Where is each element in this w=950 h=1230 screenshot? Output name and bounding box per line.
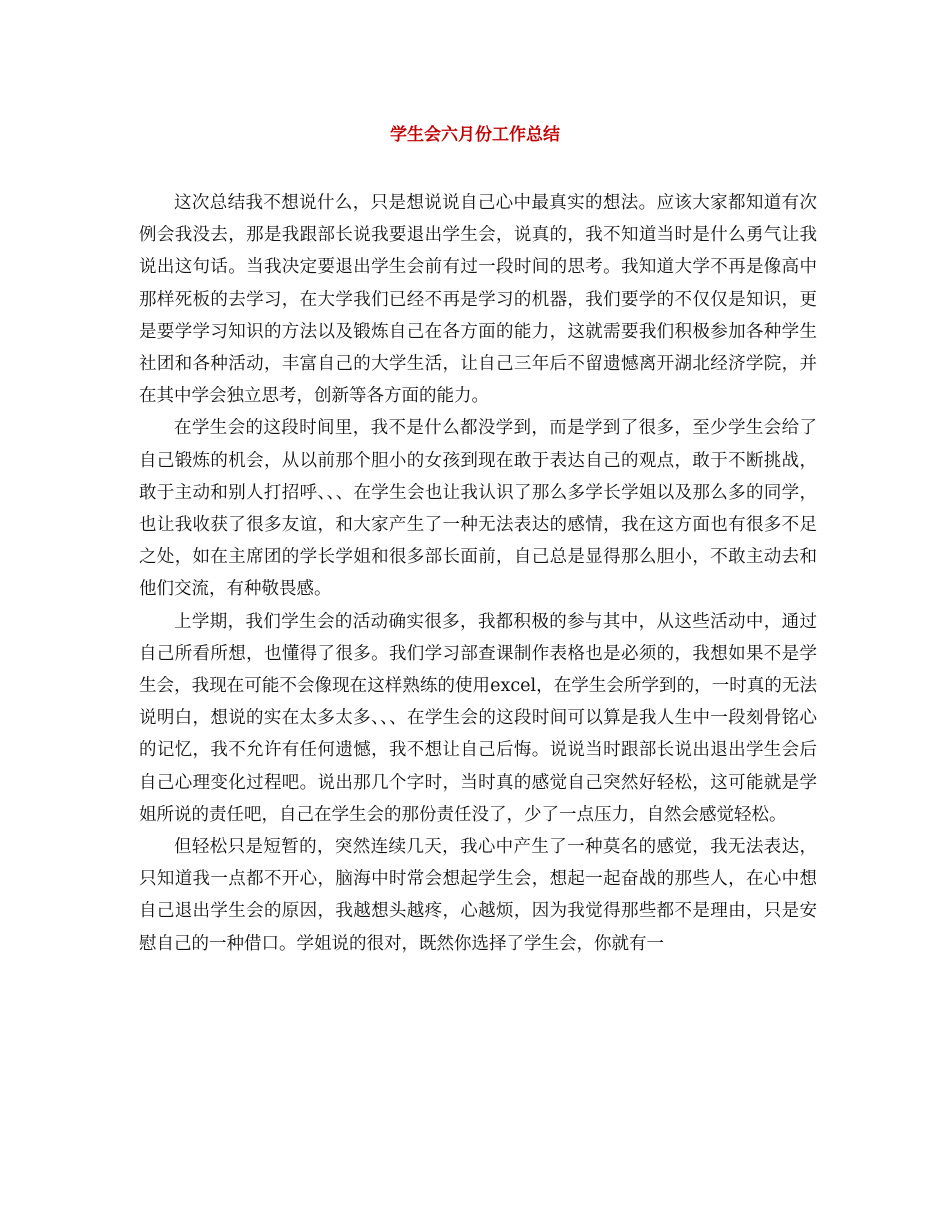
paragraph-1: 这次总结我不想说什么，只是想说说自己心中最真实的想法。应该大家都知道有次例会我没去，那是我跟部长说我要退出学生会，说真的，我不知道当时是什么勇气让我说出这句话。当我决定要退出学生会前有过一段时间的思考。我知道大学不再是像高中那样死板的去学习，在大学我们已经不再是学习的机器，我们要学的不仅仅是知识，更是要学学习知识的方法以及锻炼自己在各方面的能力，这就需要我们积极参加各种学生社团和各种活动，丰富自己的大学生活，让自己三年后不留遗憾离开湖北经济学院，并在其中学会独立思考，创新等各方面的能力。 (139, 193, 817, 407)
document-title: 学生会六月份工作总结 (390, 125, 560, 145)
document-body (139, 187, 817, 960)
paragraph-3: 上学期，我们学生会的活动确实很多，我都积极的参与其中，从这些活动中，通过自己所看所想，也懂得了很多。我们学习部查课制作表格也是必须的，我想如果不是学生会，我现在可能不会像现在这样熟练的使用excel，在学生会所学到的，一时真的无法说明白，想说的实在太多太多、、、在学生会的这段时间可以算是我人生中一段刻骨铭心的记忆，我不允许有任何遗憾，我不想让自己后悔。说说当时跟部长说出退出学生会后自己心理变化过程吧。说出那几个字时，当时真的感觉自己突然好轻松，这可能就是学姐所说的责任吧，自己在学生会的那份责任没了，少了一点压力，自然会感觉轻松。 (139, 611, 817, 825)
paragraph-2: 在学生会的这段时间里，我不是什么都没学到，而是学到了很多，至少学生会给了自己锻炼的机会，从以前那个胆小的女孩到现在敢于表达自己的观点，敢于不断挑战，敢于主动和别人打招呼、、、在学生会也让我认识了那么多学长学姐以及那么多的同学，也让我收获了很多友谊，和大家产生了一种无法表达的感情，我在这方面也有很多不足之处，如在主席团的学长学姐和很多部长面前，自己总是显得那么胆小，不敢主动去和他们交流，有种敬畏感。 (139, 418, 817, 600)
paragraph-4: 但轻松只是短暂的，突然连续几天，我心中产生了一种莫名的感觉，我无法表达，只知道我一点都不开心，脑海中时常会想起学生会，想起一起奋战的那些人，在心中想自己退出学生会的原因，我越想头越疼，心越烦，因为我觉得那些都不是理由，只是安慰自己的一种借口。学姐说的很对，既然你选择了学生会，你就有一 (139, 837, 817, 954)
